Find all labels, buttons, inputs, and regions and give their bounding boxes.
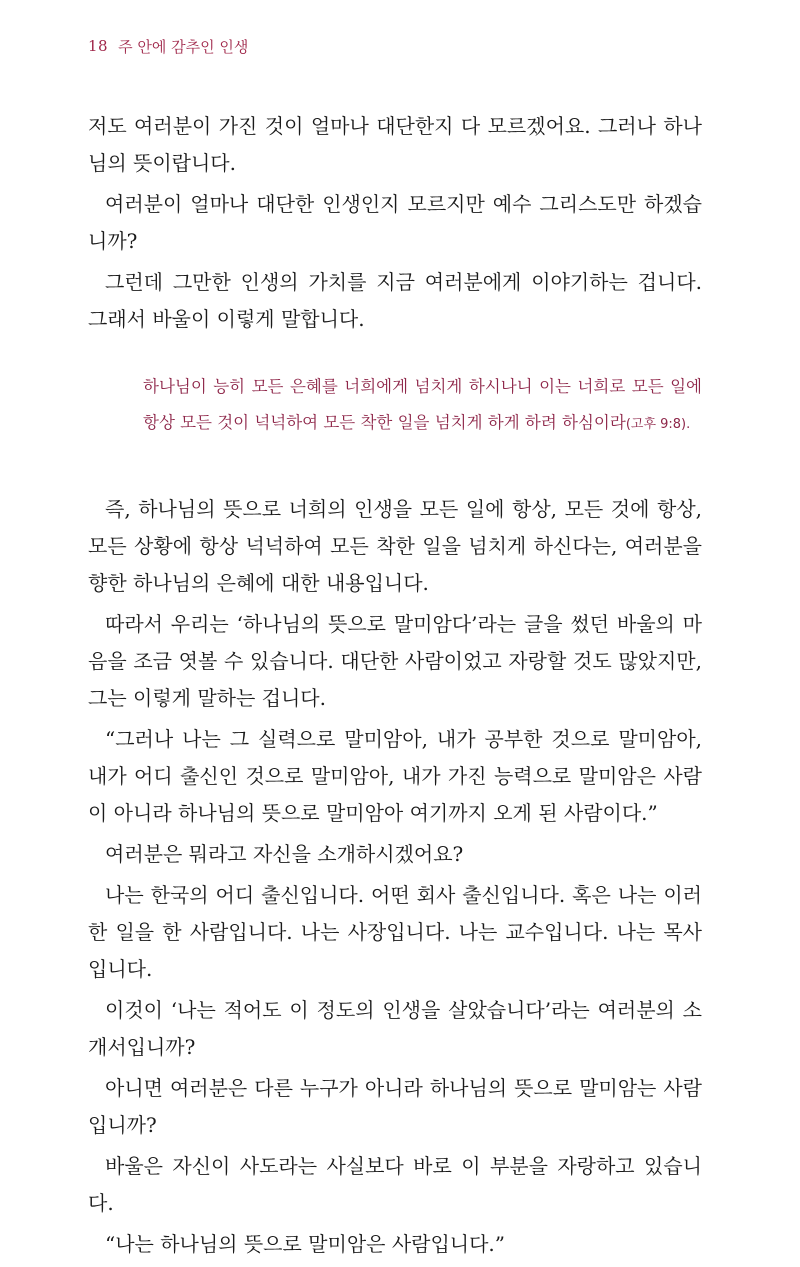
scripture-reference: (고후 9:8).	[625, 417, 691, 432]
page-body	[88, 108, 702, 1267]
body-paragraph: 그런데 그만한 인생의 가치를 지금 여러분에게 이야기하는 겁니다. 그래서 바울이 이렇게 말합니다.	[88, 270, 702, 331]
body-paragraph: 저도 여러분이 가진 것이 얼마나 대단한지 다 모르겠어요. 그러나 하나님의 뜻이랍니다.	[88, 114, 702, 175]
scripture-quote	[88, 369, 702, 443]
body-paragraph: “나는 하나님의 뜻으로 말미암은 사람입니다.”	[105, 1232, 505, 1256]
page-number: 18	[88, 37, 109, 55]
body-paragraph: 즉, 하나님의 뜻으로 너희의 인생을 모든 일에 항상, 모든 것에 항상, 모든 상황에 항상 넉넉하여 모든 착한 일을 넘치게 하신다는, 여러분을 향한 하나님의 은혜에 대한 내용입니다.	[88, 497, 702, 595]
book-title: 주 안에 감추인 인생	[118, 37, 249, 56]
running-header	[88, 34, 248, 58]
body-paragraph: 여러분은 뭐라고 자신을 소개하시겠어요?	[105, 842, 464, 866]
scripture-quote-text: 하나님이 능히 모든 은혜를 너희에게 넘치게 하시나니 이는 너희로 모든 일에 항상 모든 것이 넉넉하여 모든 착한 일을 넘치게 하게 하려 하심이라	[143, 377, 702, 432]
body-paragraph: 아니면 여러분은 다른 누구가 아니라 하나님의 뜻으로 말미암는 사람입니까?	[88, 1076, 702, 1137]
body-paragraph: 바울은 자신이 사도라는 사실보다 바로 이 부분을 자랑하고 있습니다.	[88, 1154, 702, 1215]
body-paragraph: 나는 한국의 어디 출신입니다. 어떤 회사 출신입니다. 혹은 나는 이러한 일을 한 사람입니다. 나는 사장입니다. 나는 교수입니다. 나는 목사입니다.	[88, 883, 702, 981]
body-paragraph: 따라서 우리는 ‘하나님의 뜻으로 말미암다’라는 글을 썼던 바울의 마음을 조금 엿볼 수 있습니다. 대단한 사람이었고 자랑할 것도 많았지만, 그는 이렇게 말하는 겁니다.	[88, 612, 702, 710]
body-paragraph: “그러나 나는 그 실력으로 말미암아, 내가 공부한 것으로 말미암아, 내가 어디 출신인 것으로 말미암아, 내가 가진 능력으로 말미암은 사람이 아니라 하나님의 뜻으로 말미암아 여기까지 오게 된 사람이다.”	[88, 727, 702, 825]
body-paragraph: 이것이 ‘나는 적어도 이 정도의 인생을 살았습니다’라는 여러분의 소개서입니까?	[88, 998, 702, 1059]
body-paragraph: 여러분이 얼마나 대단한 인생인지 모르지만 예수 그리스도만 하겠습니까?	[88, 192, 702, 253]
